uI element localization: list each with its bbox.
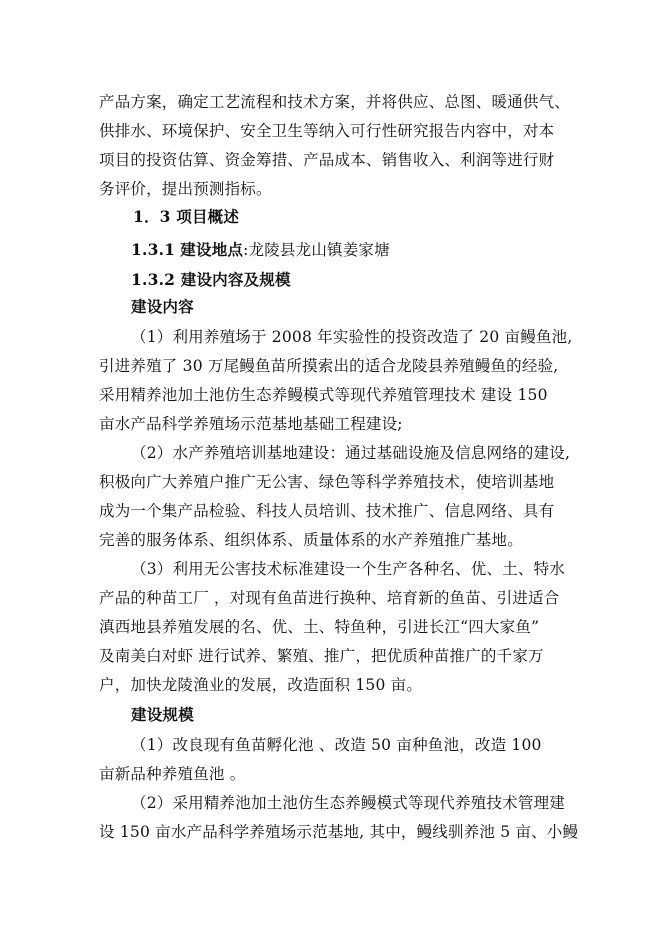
content-para3-line-3: 滇西地县养殖发展的名、优、土、特鱼种，引进长江“四大家鱼” — [99, 618, 540, 636]
content-para3-line-4: 及南美白对虾 进行试养、繁殖、推广，把优质种苗推广的千家万 — [99, 647, 544, 665]
scale-para1-line-1: （1）改良现有鱼苗孵化池 、改造 50 亩种鱼池，改造 100 — [131, 736, 542, 754]
section-1-3-2-heading: 1.3.2 建设内容及规模 — [131, 270, 291, 289]
content-para3-line-5: 户，加快龙陵渔业的发展，改造面积 150 亩。 — [99, 676, 423, 694]
section-1-3-1-number: 1.3.1 — [131, 240, 176, 259]
intro-line-1: 产品方案，确定工艺流程和技术方案，并将供应、总图、暖通供气、 — [99, 93, 571, 111]
intro-line-4: 务评价，提出预测指标。 — [99, 180, 272, 198]
intro-line-3: 项目的投资估算、资金筹措、产品成本、销售收入、利润等进行财 — [99, 151, 555, 169]
scale-para2-line-2: 设 150 亩水产品科学养殖场示范基地, 其中，鳗线驯养池 5 亩、小鳗 — [99, 823, 579, 841]
content-para1-line-4: 亩水产品科学养殖场示范基地基础工程建设; — [99, 415, 403, 433]
section-1-3-heading: 1．3 项目概述 — [133, 207, 240, 226]
content-heading: 建设内容 — [131, 297, 194, 316]
scale-para2-line-1: （2）采用精养池加土池仿生态养鳗模式等现代养殖技术管理建 — [131, 794, 565, 812]
content-para1-line-1: （1）利用养殖场于 2008 年实验性的投资改造了 20 亩鳗鱼池, — [131, 328, 573, 346]
content-para2-line-3: 成为一个集产品检验、科技人员培训、技术推广、信息网络、具有 — [99, 502, 555, 520]
section-1-3-1 — [131, 240, 390, 260]
content-para3-line-2: 产品的种苗工厂 ，对现有鱼苗进行换种、培育新的鱼苗、引进适合 — [99, 589, 560, 607]
scale-heading: 建设规模 — [131, 705, 194, 724]
content-para2-line-1: （2）水产养殖培训基地建设：通过基础设施及信息网络的建设, — [131, 444, 571, 462]
intro-line-2: 供排水、环境保护、安全卫生等纳入可行性研究报告内容中，对本 — [99, 122, 555, 140]
content-para2-line-4: 完善的服务体系、组织体系、质量体系的水产养殖推广基地。 — [99, 531, 523, 549]
section-1-3-1-label: 建设地点 — [180, 240, 244, 259]
content-para2-line-2: 积极向广大养殖户推广无公害、绿色等科学养殖技术，使培训基地 — [99, 473, 555, 491]
content-para1-line-3: 采用精养池加土池仿生态养鳗模式等现代养殖管理技术 建设 150 — [99, 386, 548, 404]
content-para3-line-1: （3）利用无公害技术标准建设一个生产各种名、优、土、特水 — [131, 560, 565, 578]
content-para1-line-2: 引进养殖了 30 万尾鳗鱼苗所摸索出的适合龙陵县养殖鳗鱼的经验, — [99, 357, 559, 375]
section-1-3-1-value: :龙陵县龙山镇姜家塘 — [243, 241, 390, 259]
scale-para1-line-2: 亩新品种养殖鱼池 。 — [99, 765, 246, 783]
